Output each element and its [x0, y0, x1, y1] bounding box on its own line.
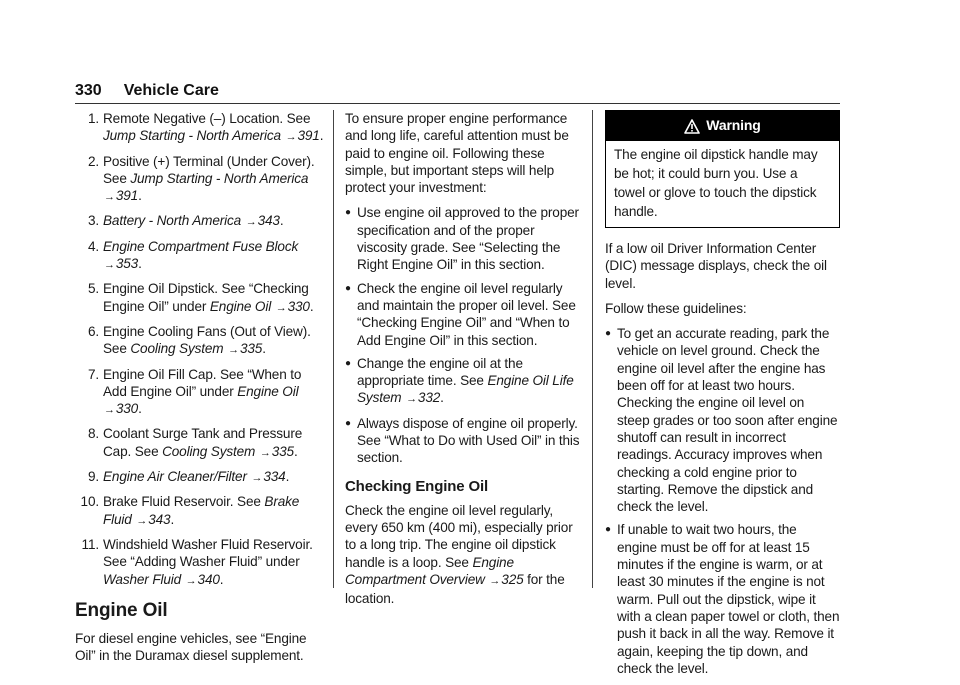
body-text: Engine Oil Dipstick. See “Checking Engine Oil” under — [103, 281, 309, 314]
body-text: . — [138, 256, 142, 272]
body-text: Remote Negative (–) Location. See — [103, 111, 311, 126]
cross-reference-text: Engine Air Cleaner/Filter — [103, 469, 247, 485]
cross-reference-text: 335 — [271, 443, 294, 459]
list-item — [75, 110, 325, 147]
list-item — [75, 536, 325, 590]
body-text: . — [309, 298, 314, 314]
list-item-text — [103, 468, 325, 487]
body-text: Check the engine oil level regularly and maintain the proper oil level. See “Checking Engine Oil” and “When to Add Engine Oil” in this section. — [357, 280, 576, 348]
bullet-text: To get an accurate reading, park the vehicle on level ground. Check the engine oil level after the engine has been off for at least two hours. Checking the engine oil level on steep grades or too soon after engine shutoff can result in incorrect readings. Accuracy improves when checking a cold engine prior to starting. Remove the dipstick and check the level. — [617, 326, 838, 515]
list-item-number: 9. — [87, 469, 99, 485]
list-item-text — [103, 110, 325, 147]
body-text: . — [440, 390, 444, 406]
list-item — [75, 366, 325, 420]
body-text: . — [262, 341, 266, 357]
body-text: for the location. — [345, 571, 565, 607]
column-divider — [333, 110, 334, 588]
warning-box — [605, 110, 840, 228]
page-ref-arrow-icon: → — [251, 472, 263, 485]
cross-reference-text: Engine Oil — [209, 298, 272, 314]
list-item — [75, 468, 325, 487]
oil-steps-list — [345, 204, 585, 466]
page-ref-arrow-icon: → — [136, 514, 148, 527]
header-rule — [75, 103, 840, 104]
body-text: . — [279, 213, 284, 229]
section-title: Vehicle Care — [123, 82, 219, 99]
list-item-text — [103, 238, 325, 275]
body-text: Engine Cooling Fans (Out of View). See — [103, 323, 311, 357]
checking-paragraph — [345, 502, 585, 608]
page-ref-arrow-icon: → — [104, 404, 115, 417]
column-3 — [605, 110, 840, 685]
page-ref-arrow-icon: → — [104, 259, 115, 272]
list-item — [75, 212, 325, 231]
body-text: Windshield Washer Fluid Reservoir. See “Adding Washer Fluid” under — [103, 536, 313, 570]
bullet-icon: ● — [345, 417, 351, 429]
list-item-text — [103, 280, 325, 317]
page-ref-arrow-icon: → — [285, 131, 297, 144]
list-item-text — [103, 212, 325, 231]
list-item-number: 2. — [87, 153, 99, 169]
list-item-number: 11. — [81, 536, 99, 552]
page-number: 330 — [75, 82, 102, 99]
cross-reference-text: Jump Starting - North America — [130, 170, 309, 186]
cross-reference-text: 340 — [197, 571, 220, 587]
list-item-number: 6. — [87, 323, 99, 339]
warning-triangle-icon — [684, 119, 700, 134]
page-ref-arrow-icon: → — [489, 574, 501, 587]
cross-reference-text: Engine Oil — [237, 383, 299, 399]
cross-reference-text: 391 — [115, 188, 139, 204]
cross-reference-text: 330 — [115, 401, 139, 417]
list-item-number: 1. — [87, 111, 99, 126]
list-item — [75, 493, 325, 530]
list-item-number: 8. — [87, 426, 99, 442]
cross-reference-text: 343 — [148, 511, 171, 527]
cross-reference-text: 343 — [257, 213, 280, 229]
cross-reference-text: Engine Oil Life System — [357, 373, 574, 406]
dic-paragraph: If a low oil Driver Information Center (DIC) message displays, check the oil level. — [605, 241, 827, 291]
page-header — [75, 82, 840, 100]
warning-header — [606, 111, 839, 141]
component-list — [75, 110, 325, 590]
page-ref-arrow-icon: → — [104, 191, 115, 204]
bullet-item — [605, 325, 840, 515]
cross-reference-text: 334 — [263, 469, 286, 485]
warning-text: The engine oil dipstick handle may be hot; it could burn you. Use a towel or glove to touch the dipstick handle. — [614, 147, 818, 219]
list-item — [75, 425, 325, 462]
cross-reference-text: Washer Fluid — [103, 571, 182, 587]
column-divider — [592, 110, 593, 588]
list-item-text — [103, 153, 325, 207]
list-item-number: 5. — [87, 281, 99, 297]
bullet-item — [345, 355, 585, 409]
body-text: Engine Oil Fill Cap. See “When to Add Engine Oil” under — [103, 366, 302, 399]
column-2 — [345, 110, 585, 615]
bullet-text — [357, 204, 585, 273]
body-text: . — [170, 511, 175, 527]
page-ref-arrow-icon: → — [245, 216, 257, 229]
subheading-checking-engine-oil: Checking Engine Oil — [345, 477, 489, 495]
bullet-icon: ● — [605, 328, 611, 340]
list-item — [75, 238, 325, 275]
page-ref-arrow-icon: → — [228, 344, 239, 357]
list-item-number: 10. — [80, 494, 99, 510]
list-item-number: 3. — [87, 213, 99, 229]
bullet-item — [345, 280, 585, 349]
guidelines-list — [605, 325, 840, 677]
cross-reference-text: 330 — [287, 298, 310, 314]
list-item — [75, 280, 325, 317]
bullet-text — [357, 355, 585, 409]
body-text: . — [138, 188, 142, 204]
list-item-text — [103, 536, 325, 590]
page-ref-arrow-icon: → — [406, 393, 417, 406]
bullet-item — [345, 415, 585, 467]
bullet-icon: ● — [345, 282, 351, 294]
list-item — [75, 323, 325, 360]
body-text: . — [319, 128, 324, 144]
cross-reference-text: Cooling System — [162, 443, 256, 459]
cross-reference-text: Battery - North America — [103, 213, 242, 229]
body-text: Coolant Surge Tank and Pressure Cap. See — [103, 426, 303, 459]
bullet-icon: ● — [345, 357, 351, 369]
list-item-number: 7. — [87, 366, 99, 382]
list-item-text — [103, 366, 325, 420]
body-text: . — [293, 443, 298, 459]
page-ref-arrow-icon: → — [259, 446, 271, 459]
warning-title: Warning — [706, 117, 761, 134]
body-text: Brake Fluid Reservoir. See — [103, 494, 265, 510]
cross-reference-text: Jump Starting - North America — [103, 128, 281, 144]
cross-reference-text: Engine Compartment Overview — [345, 554, 514, 587]
bullet-icon: ● — [605, 524, 611, 536]
section-heading-engine-oil: Engine Oil — [75, 599, 168, 621]
cross-reference-text: 391 — [297, 128, 320, 144]
page-ref-arrow-icon: → — [275, 301, 287, 314]
body-text: . — [285, 469, 290, 485]
bullet-item — [345, 204, 585, 273]
guidelines-intro: Follow these guidelines: — [605, 300, 747, 316]
bullet-icon: ● — [345, 207, 351, 219]
body-text: Use engine oil approved to the proper specification and of the proper viscosity grade. See “Selecting the Right Engine Oil” in this section. — [357, 205, 579, 273]
body-text: Always dispose of engine oil properly. See “What to Do with Used Oil” in this section. — [357, 415, 580, 466]
list-item-text — [103, 323, 325, 360]
body-text: Change the engine oil at the appropriate time. See — [357, 355, 523, 389]
body-text: Check the engine oil level regularly, every 650 km (400 mi), especially prior to a long trip. The engine oil dipstick handle is a loop. See — [345, 502, 573, 570]
body-text: Positive (+) Terminal (Under Cover). See — [103, 153, 315, 186]
intro-paragraph: To ensure proper engine performance and long life, careful attention must be paid to engine oil. Following these simple, but important steps will help protect your investment: — [345, 111, 569, 196]
column-1 — [75, 110, 325, 672]
body-text: . — [219, 571, 224, 587]
cross-reference-text: Brake Fluid — [103, 494, 300, 527]
bullet-text: If unable to wait two hours, the engine must be off for at least 15 minutes if the engine is warm, or at least 30 minutes if the engine is not warm. Pull out the dipstick, wipe it with a clean paper towel or cloth, then push it back in all the way. Remove it again, keeping the tip down, and check the level. — [617, 522, 840, 676]
cross-reference-text: Engine Compartment Fuse Block — [103, 238, 299, 254]
bullet-item — [605, 521, 840, 677]
cross-reference-text: Cooling System — [130, 341, 224, 357]
diesel-note: For diesel engine vehicles, see “Engine Oil” in the Duramax diesel supplement. — [75, 630, 307, 664]
cross-reference-text: 325 — [501, 571, 524, 587]
list-item-text — [103, 425, 325, 462]
bullet-text — [357, 415, 585, 467]
list-item — [75, 153, 325, 207]
body-text: . — [138, 401, 142, 417]
cross-reference-text: 332 — [417, 390, 441, 406]
bullet-text — [357, 280, 585, 349]
page-ref-arrow-icon: → — [185, 574, 197, 587]
cross-reference-text: 353 — [115, 256, 139, 272]
cross-reference-text: 335 — [239, 341, 263, 357]
list-item-text — [103, 493, 325, 530]
list-item-number: 4. — [87, 238, 99, 254]
